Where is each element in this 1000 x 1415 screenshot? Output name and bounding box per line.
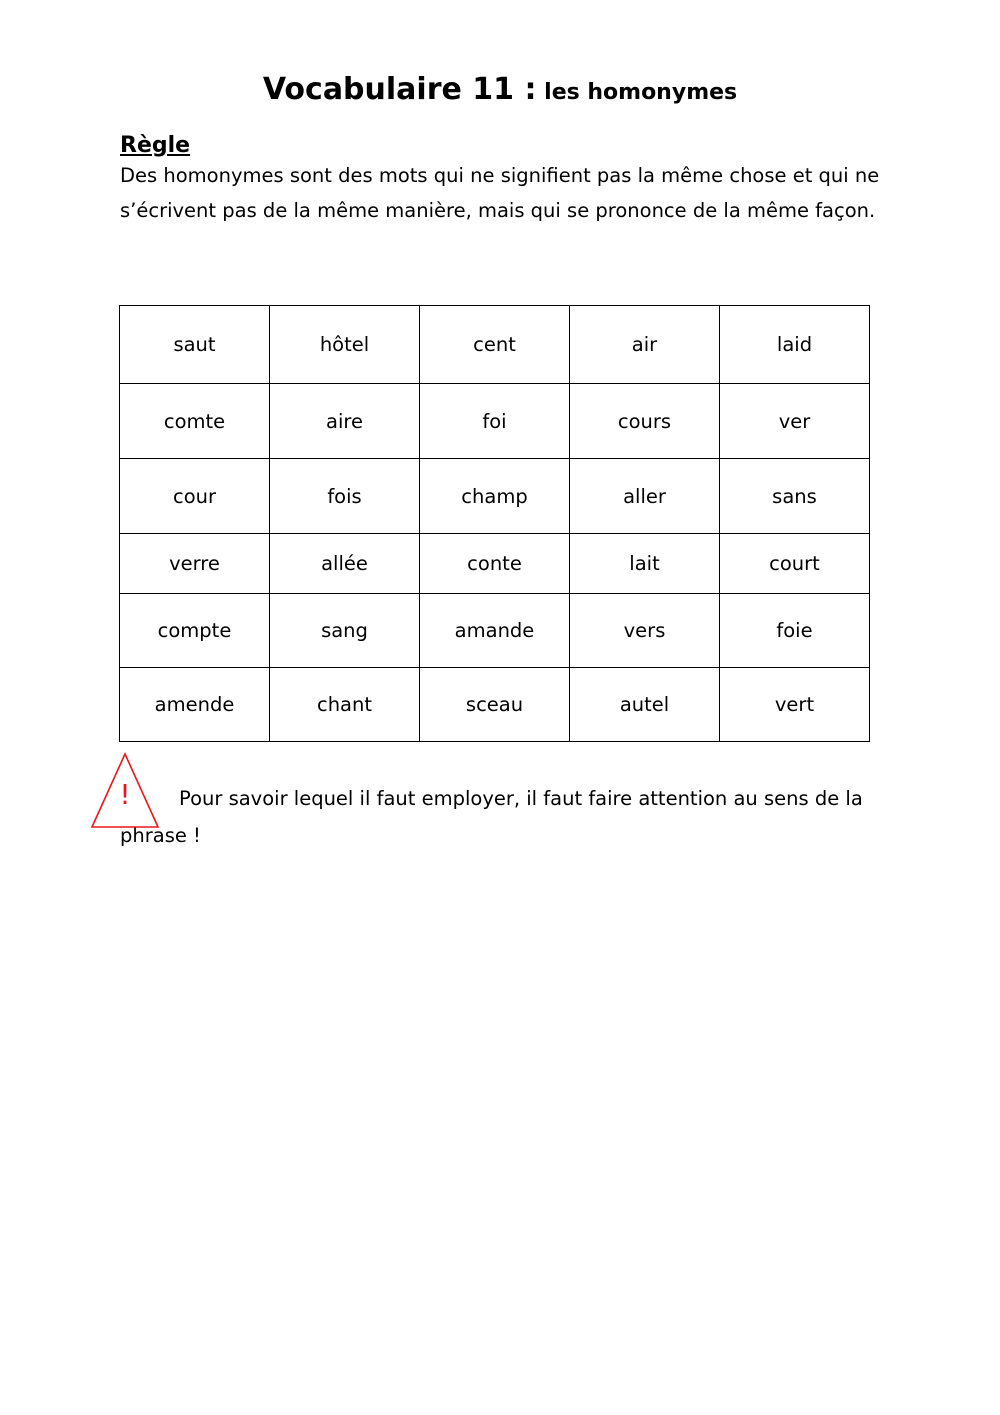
table-cell: foie [720, 594, 870, 668]
table-cell: sang [270, 594, 420, 668]
table-cell: aller [570, 459, 720, 534]
table-cell: champ [420, 459, 570, 534]
table-row [120, 384, 870, 459]
table-cell: amende [120, 668, 270, 742]
table-cell: autel [570, 668, 720, 742]
title-subtitle: les homonymes [544, 80, 738, 105]
table-cell: cour [120, 459, 270, 534]
table-cell: hôtel [270, 306, 420, 384]
table-row [120, 668, 870, 742]
rule-text: Des homonymes sont des mots qui ne signifient pas la même chose et qui ne s’écrivent pas de la même manière, mais qui se prononce de la même façon. [120, 164, 880, 222]
warning-exclamation: ! [119, 778, 131, 811]
rule-heading: Règle [120, 133, 191, 158]
table-cell: chant [270, 668, 420, 742]
table-cell: allée [270, 534, 420, 594]
table-cell: conte [420, 534, 570, 594]
table-row [120, 594, 870, 668]
table-cell: air [570, 306, 720, 384]
table-row [120, 534, 870, 594]
table-cell: aire [270, 384, 420, 459]
table-cell: compte [120, 594, 270, 668]
page-title [0, 70, 1000, 113]
table-cell: sceau [420, 668, 570, 742]
table-cell: fois [270, 459, 420, 534]
table-cell: court [720, 534, 870, 594]
warning-triangle-icon [90, 752, 160, 830]
note-text: Pour savoir lequel il faut employer, il faut faire attention au sens de la phrase ! [120, 787, 863, 847]
table-row [120, 459, 870, 534]
table-cell: cent [420, 306, 570, 384]
table-cell: ver [720, 384, 870, 459]
table-row [120, 306, 870, 384]
table-cell: verre [120, 534, 270, 594]
table-cell: saut [120, 306, 270, 384]
table-cell: amande [420, 594, 570, 668]
homonyms-table [119, 305, 870, 742]
table-cell: comte [120, 384, 270, 459]
table-cell: sans [720, 459, 870, 534]
table-cell: lait [570, 534, 720, 594]
table-cell: cours [570, 384, 720, 459]
table-cell: laid [720, 306, 870, 384]
table-cell: vers [570, 594, 720, 668]
title-main: Vocabulaire 11 : [262, 72, 537, 107]
table-cell: foi [420, 384, 570, 459]
table-cell: vert [720, 668, 870, 742]
